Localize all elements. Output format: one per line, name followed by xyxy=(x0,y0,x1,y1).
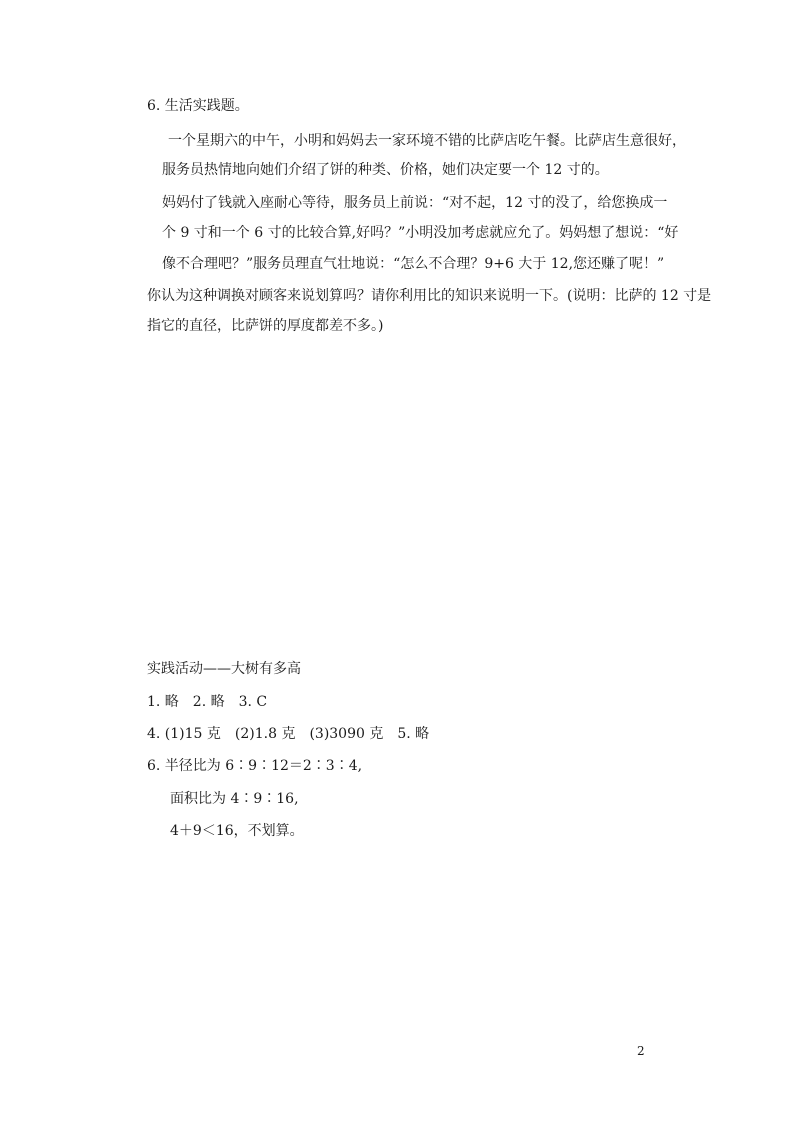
question-text-line: 指它的直径，比萨饼的厚度都差不多。) xyxy=(147,318,384,334)
question-text-line: 像不合理吧？”服务员理直气壮地说：“怎么不合理？9+6 大于 12,您还赚了呢！” xyxy=(162,256,665,272)
question-heading: 6. 生活实践题。 xyxy=(147,98,249,114)
answer-row: 1. 略 2. 略 3. C xyxy=(147,694,268,710)
answer-row: 4＋9＜16，不划算。 xyxy=(170,823,304,839)
page-number: 2 xyxy=(637,1044,645,1058)
question-text-line: 服务员热情地向她们介绍了饼的种类、价格，她们决定要一个 12 寸的。 xyxy=(162,162,609,178)
question-text-line: 一个星期六的中午，小明和妈妈去一家环境不错的比萨店吃午餐。比萨店生意很好， xyxy=(168,133,686,149)
answer-row: 6. 半径比为 6∶9∶12＝2∶3∶4, xyxy=(147,758,363,774)
answers-title: 实践活动——大树有多高 xyxy=(147,661,301,677)
question-text-line: 你认为这种调换对顾客来说划算吗？请你利用比的知识来说明一下。(说明：比萨的 12 寸是 xyxy=(147,288,712,304)
answer-row: 面积比为 4∶9∶16, xyxy=(170,791,299,807)
question-text-line: 个 9 寸和一个 6 寸的比较合算,好吗？”小明没加考虑就应允了。妈妈想了想说：“好 xyxy=(162,225,679,241)
question-text-line: 妈妈付了钱就入座耐心等待，服务员上前说：“对不起，12 寸的没了，给您换成一 xyxy=(162,195,668,211)
answer-row: 4. (1)15 克 (2)1.8 克 (3)3090 克 5. 略 xyxy=(147,726,430,742)
